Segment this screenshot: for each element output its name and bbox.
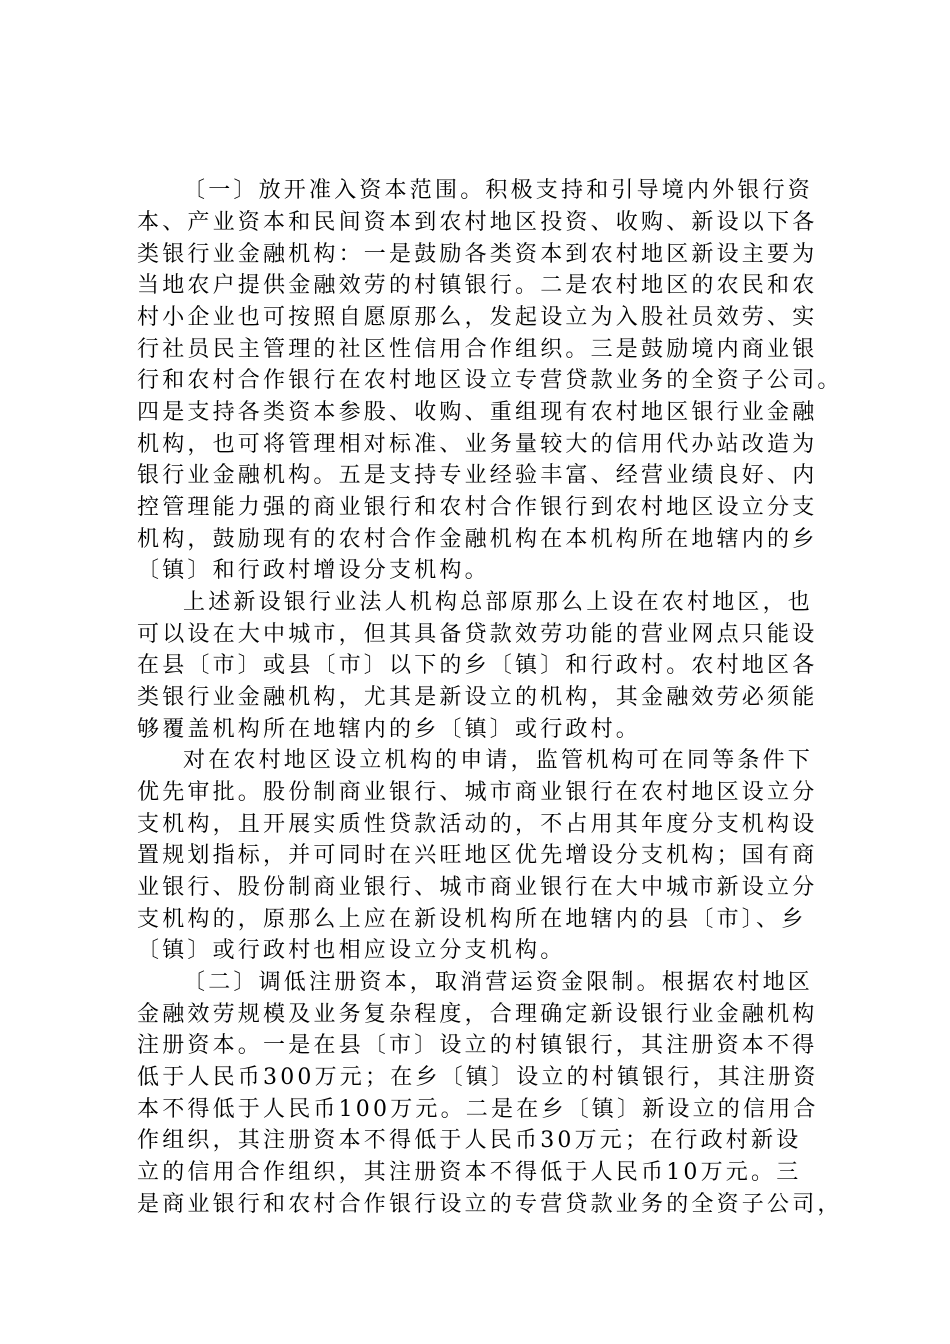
paragraph-line: 够覆盖机构所在地辖内的乡〔镇〕或行政村。 (137, 717, 642, 742)
paragraph-line: 控管理能力强的商业银行和农村合作银行到农村地区设立分支 (137, 495, 818, 520)
paragraph-line: 本不得低于人民币100万元。二是在乡〔镇〕新设立的信用合 (137, 1097, 819, 1122)
paragraph-line: 作组织，其注册资本不得低于人民币30万元；在行政村新设 (137, 1128, 802, 1153)
paragraph-line: 立的信用合作组织，其注册资本不得低于人民币10万元。三 (137, 1160, 802, 1185)
paragraph-line: 支机构的，原那么上应在新设机构所在地辖内的县〔市〕、乡 (137, 907, 807, 932)
paragraph-line: 当地农户提供金融效劳的村镇银行。二是农村地区的农民和农 (137, 273, 818, 298)
paragraph-line: 是商业银行和农村合作银行设立的专营贷款业务的全资子公司， (137, 1192, 843, 1217)
paragraph-line: 在县〔市〕或县〔市〕以下的乡〔镇〕和行政村。农村地区各 (137, 653, 818, 678)
paragraph-line: 可以设在大中城市，但其具备贷款效劳功能的营业网点只能设 (137, 622, 818, 647)
paragraph-line: 〔镇〕或行政村也相应设立分支机构。 (137, 938, 566, 963)
paragraph-line: 金融效劳规模及业务复杂程度，合理确定新设银行业金融机构 (137, 1002, 818, 1027)
paragraph-line: 银行业金融机构。五是支持专业经验丰富、经营业绩良好、内 (137, 463, 818, 488)
paragraph-line: 〔镇〕和行政村增设分支机构。 (137, 558, 490, 583)
paragraph-line: 机构，也可将管理相对标准、业务量较大的信用代办站改造为 (137, 432, 818, 457)
paragraph-line: 本、产业资本和民间资本到农村地区投资、收购、新设以下各 (137, 210, 818, 235)
paragraph-line: 机构，鼓励现有的农村合作金融机构在本机构所在地辖内的乡 (137, 527, 818, 552)
paragraph-line: 上述新设银行业法人机构总部原那么上设在农村地区，也 (183, 590, 814, 615)
paragraph-line: 支机构，且开展实质性贷款活动的，不占用其年度分支机构设 (137, 812, 818, 837)
paragraph-line: 注册资本。一是在县〔市〕设立的村镇银行，其注册资本不得 (137, 1033, 818, 1058)
paragraph-line: 低于人民币300万元；在乡〔镇〕设立的村镇银行，其注册资 (137, 1065, 819, 1090)
paragraph-line: 行社员民主管理的社区性信用合作组织。三是鼓励境内商业银 (137, 337, 818, 362)
paragraph-line: 类银行业金融机构：一是鼓励各类资本到农村地区新设主要为 (137, 242, 818, 267)
paragraph-line: 业银行、股份制商业银行、城市商业银行在大中城市新设立分 (137, 875, 818, 900)
paragraph-line: 行和农村合作银行在农村地区设立专营贷款业务的全资子公司。 (137, 368, 843, 393)
paragraph-line: 优先审批。股份制商业银行、城市商业银行在农村地区设立分 (137, 780, 818, 805)
paragraph-line: 村小企业也可按照自愿原那么，发起设立为入股社员效劳、实 (137, 305, 818, 330)
paragraph-line: 类银行业金融机构，尤其是新设立的机构，其金融效劳必须能 (137, 685, 818, 710)
paragraph-line: 置规划指标，并可同时在兴旺地区优先增设分支机构；国有商 (137, 843, 818, 868)
paragraph-line: 〔二〕调低注册资本，取消营运资金限制。根据农村地区 (183, 970, 814, 995)
paragraph-line: 〔一〕放开准入资本范围。积极支持和引导境内外银行资 (183, 178, 814, 203)
paragraph-line: 四是支持各类资本参股、收购、重组现有农村地区银行业金融 (137, 400, 818, 425)
paragraph-line: 对在农村地区设立机构的申请，监管机构可在同等条件下 (183, 748, 814, 773)
